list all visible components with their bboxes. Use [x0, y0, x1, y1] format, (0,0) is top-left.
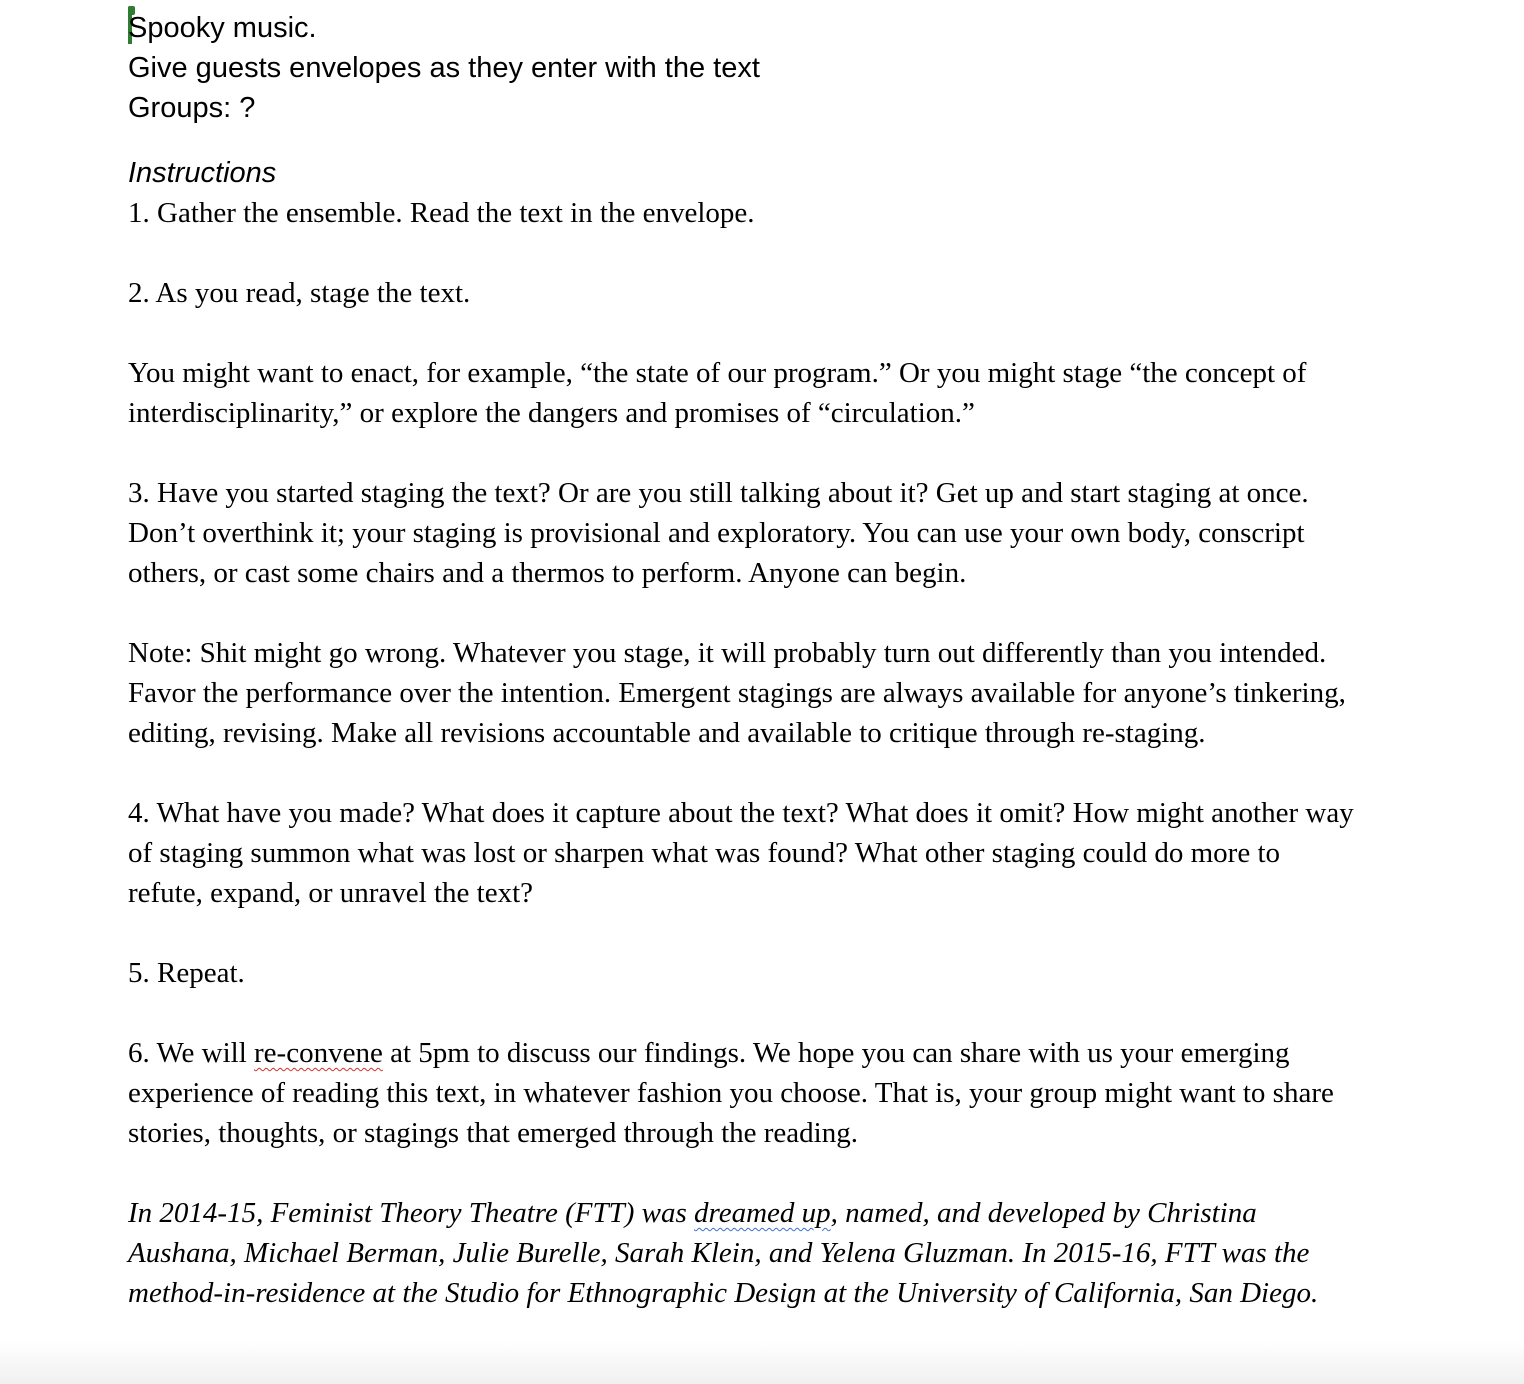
spelling-flag-reconvene[interactable]: re-convene [254, 1037, 383, 1069]
credits-text-before: In 2014-15, Feminist Theory Theatre (FTT) was [128, 1197, 695, 1229]
header-line-groups: Groups: ? [128, 92, 256, 124]
header-line-music: Spooky music. [128, 12, 317, 44]
paragraph-line: method-in-residence at the Studio for Ethnographic Design at the University of California, San Diego. [128, 1277, 1319, 1309]
paragraph-line: interdisciplinarity,” or explore the dangers and promises of “circulation.” [128, 397, 975, 429]
paragraph-line: 3. Have you started staging the text? Or are you still talking about it? Get up and start staging at once. [128, 477, 1309, 509]
step-4 [128, 793, 1388, 913]
paragraph-line [128, 1193, 1388, 1233]
grammar-flag-dreamed-up[interactable]: dreamed up [694, 1197, 831, 1229]
paragraph-line [128, 1033, 1388, 1073]
paragraph-line: Don’t overthink it; your staging is provisional and exploratory. You can use your own body, conscript [128, 517, 1305, 549]
paragraph-line: of staging summon what was lost or sharpen what was found? What other staging could do more to [128, 837, 1280, 869]
header-line-envelopes: Give guests envelopes as they enter with the text [128, 52, 760, 84]
paragraph-line: refute, expand, or unravel the text? [128, 877, 534, 909]
instructions-heading: Instructions [128, 157, 277, 189]
step-5: 5. Repeat. [128, 957, 245, 989]
step6-text-after: at 5pm to discuss our findings. We hope you can share with us your emerging [382, 1037, 1290, 1069]
document-body[interactable] [128, 8, 1388, 1313]
example-paragraph [128, 353, 1388, 433]
step-1: 1. Gather the ensemble. Read the text in the envelope. [128, 197, 755, 229]
note-paragraph [128, 633, 1388, 753]
bottom-shadow-bar [0, 1340, 1524, 1384]
paragraph-line: experience of reading this text, in whatever fashion you choose. That is, your group might want to share [128, 1077, 1334, 1109]
paragraph-line: others, or cast some chairs and a thermos to perform. Anyone can begin. [128, 557, 967, 589]
paragraph-line: You might want to enact, for example, “the state of our program.” Or you might stage “the concept of [128, 357, 1307, 389]
step-2: 2. As you read, stage the text. [128, 277, 471, 309]
paragraph-line: Note: Shit might go wrong. Whatever you stage, it will probably turn out differently than you intended. [128, 637, 1327, 669]
paragraph-line: editing, revising. Make all revisions accountable and available to critique through re-staging. [128, 717, 1206, 749]
credits-paragraph [128, 1193, 1388, 1313]
credits-text-after: , named, and developed by Christina [830, 1197, 1257, 1229]
step-3 [128, 473, 1388, 593]
paragraph-line: Favor the performance over the intention. Emergent stagings are always available for anyone’s tinkering, [128, 677, 1346, 709]
step-6 [128, 1033, 1388, 1153]
paragraph-line: Aushana, Michael Berman, Julie Burelle, Sarah Klein, and Yelena Gluzman. In 2015-16, FTT was the [128, 1237, 1310, 1269]
paragraph-line: 4. What have you made? What does it capture about the text? What does it omit? How might another way [128, 797, 1354, 829]
step6-text-before: 6. We will [128, 1037, 255, 1069]
paragraph-line: stories, thoughts, or stagings that emerged through the reading. [128, 1117, 858, 1149]
